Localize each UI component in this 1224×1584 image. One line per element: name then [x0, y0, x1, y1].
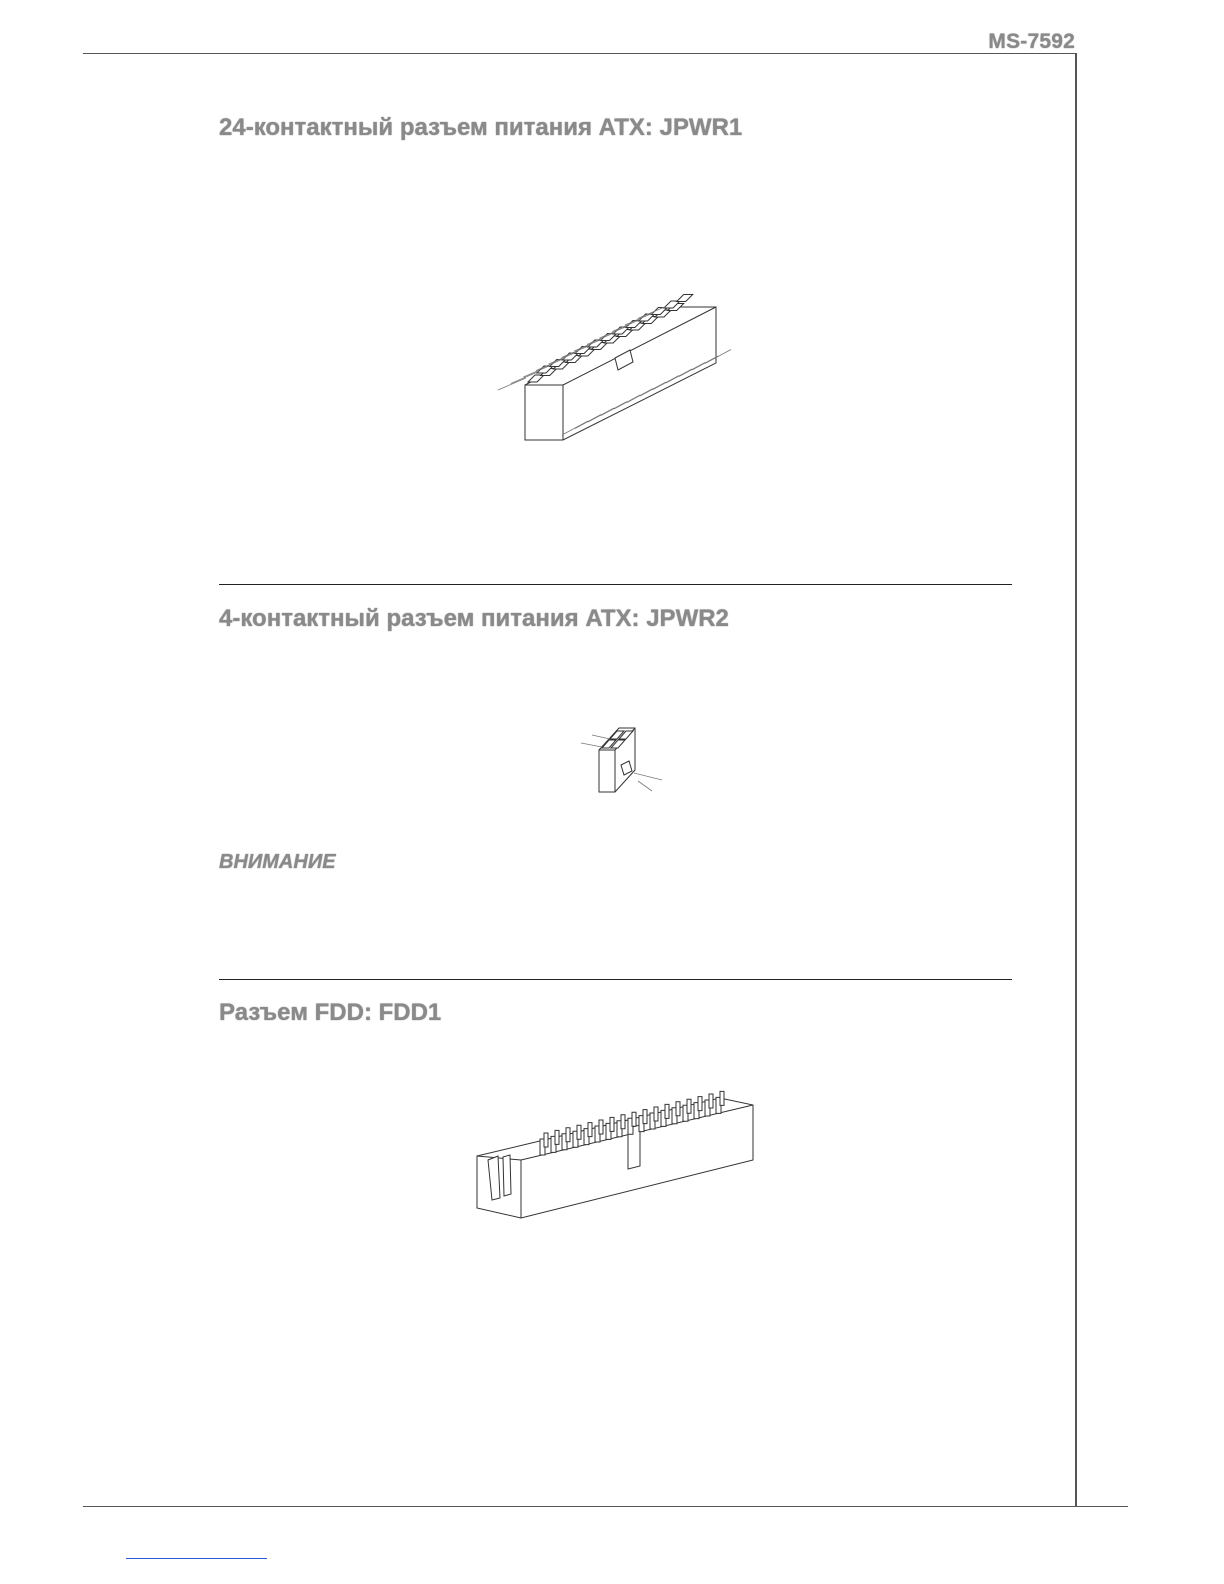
fdd-pin — [566, 1128, 570, 1142]
header-rule — [83, 53, 1076, 54]
fdd-pin — [687, 1099, 691, 1113]
fdd-pin — [588, 1123, 592, 1137]
fdd-pin — [544, 1133, 548, 1147]
fdd-pin — [621, 1115, 625, 1129]
fdd-pin — [709, 1094, 713, 1108]
page-right-border — [1075, 53, 1077, 1507]
fdd-pin — [555, 1130, 559, 1144]
fdd-pin — [610, 1117, 614, 1131]
fdd-pin — [676, 1102, 680, 1116]
section-title-fdd1: Разъем FDD: FDD1 — [219, 999, 442, 1026]
fdd-pin — [698, 1097, 702, 1111]
pin-cell — [677, 295, 693, 302]
fdd-pin — [654, 1107, 658, 1121]
fdd1-connector-illustration — [470, 1090, 760, 1225]
section-title-jpwr2: 4-контактный разъем питания ATX: JPWR2 — [219, 605, 729, 632]
model-number: MS-7592 — [988, 30, 1075, 53]
warning-heading: ВНИМАНИЕ — [219, 851, 336, 873]
section-title-jpwr1: 24-контактный разъем питания ATX: JPWR1 — [219, 114, 743, 141]
pin-leader-line — [498, 378, 526, 390]
fdd-pin — [632, 1112, 636, 1126]
footer-link-underline[interactable] — [126, 1558, 267, 1559]
fdd-pin — [577, 1125, 581, 1139]
fdd-pin — [665, 1104, 669, 1118]
section-divider — [219, 584, 1012, 585]
fdd-pin — [599, 1120, 603, 1134]
footer-rule — [83, 1506, 1128, 1507]
section-divider — [219, 979, 1012, 980]
fdd-pin — [720, 1091, 724, 1105]
jpwr2-connector-illustration — [578, 725, 668, 795]
fdd-pin — [643, 1110, 647, 1124]
jpwr1-connector-illustration — [490, 290, 740, 440]
